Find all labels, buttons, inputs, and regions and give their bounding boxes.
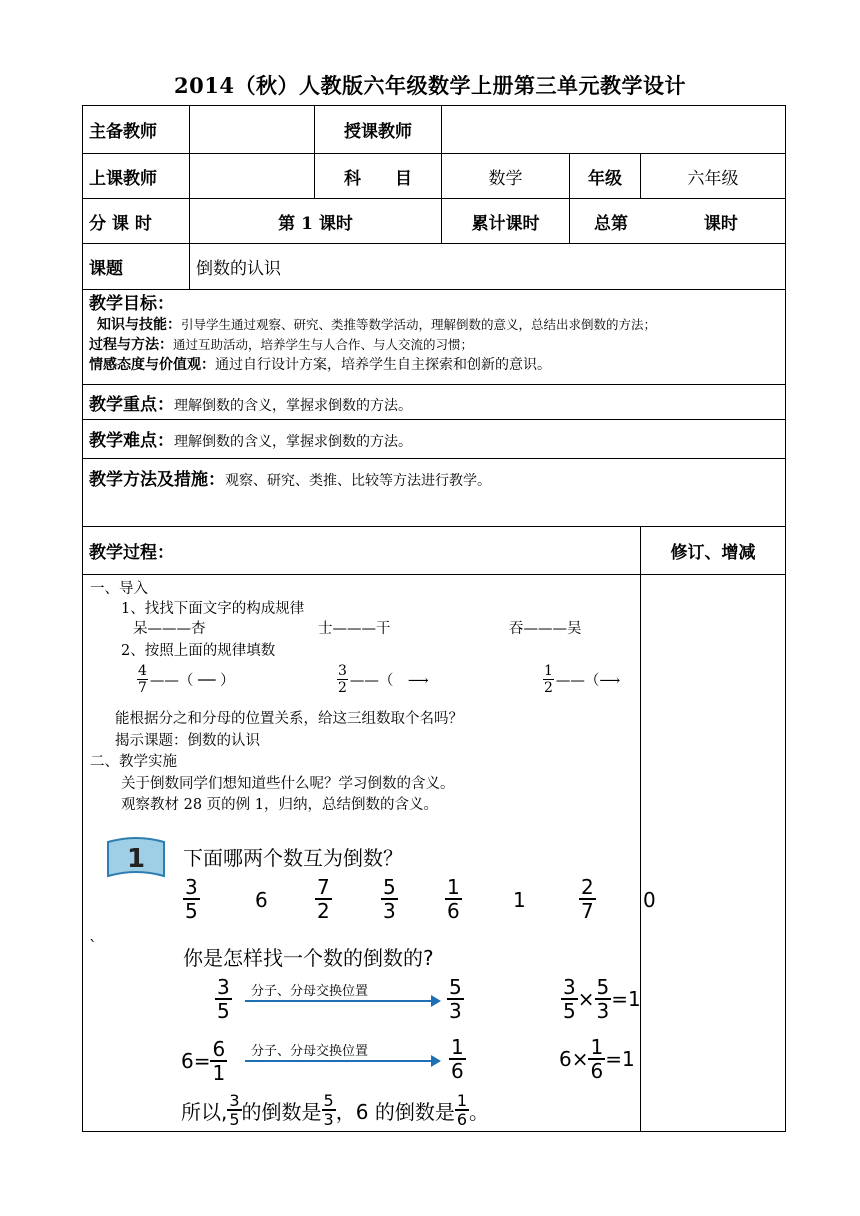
key-point-cell	[83, 385, 786, 420]
reveal-topic: 揭示课题：倒数的认识	[115, 733, 260, 749]
arrow-label: 分子、分母交换位置	[251, 984, 369, 999]
equals-one: =1	[611, 987, 641, 1011]
word-pair-3: 吞———吴	[509, 621, 582, 637]
stray-mark: `	[89, 937, 97, 956]
difficulty-cell	[83, 420, 786, 459]
goal-knowledge-text: 引导学生通过观察、研究、类推等数学活动，理解倒数的意义，总结出求倒数的方法；	[181, 317, 657, 332]
method-label: 教学方法及措施：	[89, 470, 225, 490]
fraction: 1 6	[456, 1091, 468, 1129]
intro-step1: 1、找找下面文字的构成规律	[121, 601, 305, 617]
total-label: 总第	[594, 213, 628, 234]
key-point-label: 教学重点：	[89, 394, 174, 415]
example-question: 下面哪两个数互为倒数？	[183, 846, 403, 870]
period-label: 分 课 时	[83, 199, 190, 244]
conclusion-six: ，6 的倒数是	[335, 1099, 455, 1124]
integer-six-row	[181, 1038, 227, 1084]
total-cell	[570, 199, 786, 244]
word-pair-2: 士———干	[318, 621, 391, 637]
main-teacher-value[interactable]	[190, 106, 315, 154]
fraction-5-3: 5 3	[449, 975, 462, 1023]
implementation-line2: 观察教材 28 页的例 1，归纳，总结倒数的含义。	[121, 797, 439, 813]
method-text: 观察、研究、类推、比较等方法进行教学。	[225, 473, 491, 489]
goal-attitude-text: 通过自行设计方案，培养学生自主探索和创新的意识。	[215, 357, 551, 373]
fraction: $\frac{5}{3}$	[596, 975, 610, 1023]
intro-step2: 2、按照上面的规律填数	[121, 643, 276, 659]
textbook-number: 7 2	[317, 875, 330, 923]
topic-value: 倒数的认识	[190, 244, 786, 290]
period-value: 第 1 课时	[190, 199, 442, 244]
goal-process-text: 通过互助活动，培养学生与人合作、与人交流的习惯；	[173, 337, 474, 352]
example-question-2: 你是怎样找一个数的倒数的?	[183, 946, 434, 970]
method-cell	[83, 459, 786, 527]
fraction: $\frac{3}{2}$	[338, 663, 347, 696]
difficulty-text: 理解倒数的含义，掌握求倒数的方法。	[174, 434, 412, 450]
goal-knowledge	[89, 315, 779, 335]
grade-label: 年级	[570, 154, 641, 199]
fraction: 3 5	[229, 1091, 240, 1129]
goals-heading: 教学目标：	[89, 294, 174, 314]
grade-value: 六年级	[641, 154, 786, 199]
goal-process	[89, 335, 779, 355]
document-title: 2014（秋）人教版六年级数学上册第三单元教学设计	[174, 73, 686, 98]
word-pair-1: 呆———杏	[133, 621, 206, 637]
revise-cell[interactable]	[641, 575, 786, 1132]
teacher-value[interactable]	[190, 154, 315, 199]
textbook-number: 2 7	[581, 875, 594, 923]
revise-label: 修订、增减	[641, 527, 786, 575]
key-point-text: 理解倒数的含义，掌握求倒数的方法。	[174, 397, 412, 414]
conclusion-middle: 的倒数是	[241, 1099, 322, 1124]
swap-arrow-icon	[245, 1000, 439, 1002]
topic-label: 课题	[83, 244, 190, 290]
cumulative-label: 累计课时	[442, 199, 570, 244]
lesson-plan-table	[82, 105, 786, 1132]
textbook-number: 1	[513, 888, 526, 912]
fraction-pair-2	[335, 663, 429, 696]
main-teacher-label: 主备教师	[83, 106, 190, 154]
times-sign: ×	[577, 987, 595, 1011]
conclusion-prefix: 所以,	[181, 1099, 228, 1124]
goals-cell	[83, 290, 786, 385]
fraction-blank: ——（ ── ）	[149, 673, 235, 689]
six-equals: 6=	[181, 1049, 211, 1073]
textbook-number: 5 3	[383, 875, 396, 923]
six-times: 6×	[559, 1047, 589, 1071]
product-equation-2	[559, 1036, 635, 1082]
textbook-number: 6	[255, 888, 268, 912]
process-content	[83, 575, 656, 1131]
fraction-pair-3	[541, 663, 620, 696]
fraction: $\frac{4}{7}$	[138, 663, 147, 696]
subject-value: 数学	[442, 154, 570, 199]
svg-text:1: 1	[126, 844, 146, 874]
goal-attitude	[89, 355, 779, 375]
fraction-1-6: 1 6	[451, 1035, 464, 1083]
goal-knowledge-label: 知识与技能：	[97, 317, 181, 333]
goal-attitude-label: 情感态度与价值观：	[89, 357, 215, 373]
example-badge	[105, 834, 167, 880]
lecturer-label: 授课教师	[315, 106, 442, 154]
naming-question: 能根据分之和分母的位置关系，给这三组数取个名吗？	[115, 711, 463, 727]
total-unit: 课时	[703, 213, 738, 234]
conclusion	[181, 1092, 489, 1128]
process-cell	[83, 575, 656, 1132]
textbook-number: 3 5	[185, 875, 198, 923]
implementation-heading: 二、教学实施	[90, 754, 177, 770]
fraction: $\frac{6}{1}$	[212, 1037, 226, 1085]
fraction-blank: ——（ ⟶	[349, 673, 429, 689]
arrow-label: 分子、分母交换位置	[251, 1044, 369, 1059]
product-equation-1	[561, 976, 641, 1022]
implementation-line1: 关于倒数同学们想知道些什么呢？学习倒数的含义。	[121, 776, 455, 792]
textbook-number: 0	[643, 888, 656, 912]
fraction-blank: ——（⟶	[555, 673, 621, 689]
fraction-3-5: 3 5	[217, 975, 230, 1023]
fraction: $\frac{1}{6}$	[590, 1035, 604, 1083]
process-label: 教学过程：	[83, 527, 641, 575]
textbook-example-figure	[83, 830, 656, 1129]
subject-label: 科 目	[315, 154, 442, 199]
fraction: $\frac{3}{5}$	[563, 975, 576, 1023]
equals-one: =1	[605, 1047, 635, 1071]
intro-heading: 一、导入	[90, 581, 148, 597]
conclusion-end: 。	[469, 1099, 490, 1124]
fraction: 5 3	[323, 1091, 334, 1129]
textbook-number: 1 6	[447, 875, 460, 923]
swap-arrow-icon	[245, 1060, 439, 1062]
goal-process-label: 过程与方法：	[89, 337, 173, 353]
difficulty-label: 教学难点：	[89, 431, 174, 451]
fraction-pair-1	[135, 663, 235, 696]
teacher-label: 上课教师	[83, 154, 190, 199]
lecturer-value[interactable]	[442, 106, 786, 154]
fraction: $\frac{1}{2}$	[544, 663, 553, 696]
